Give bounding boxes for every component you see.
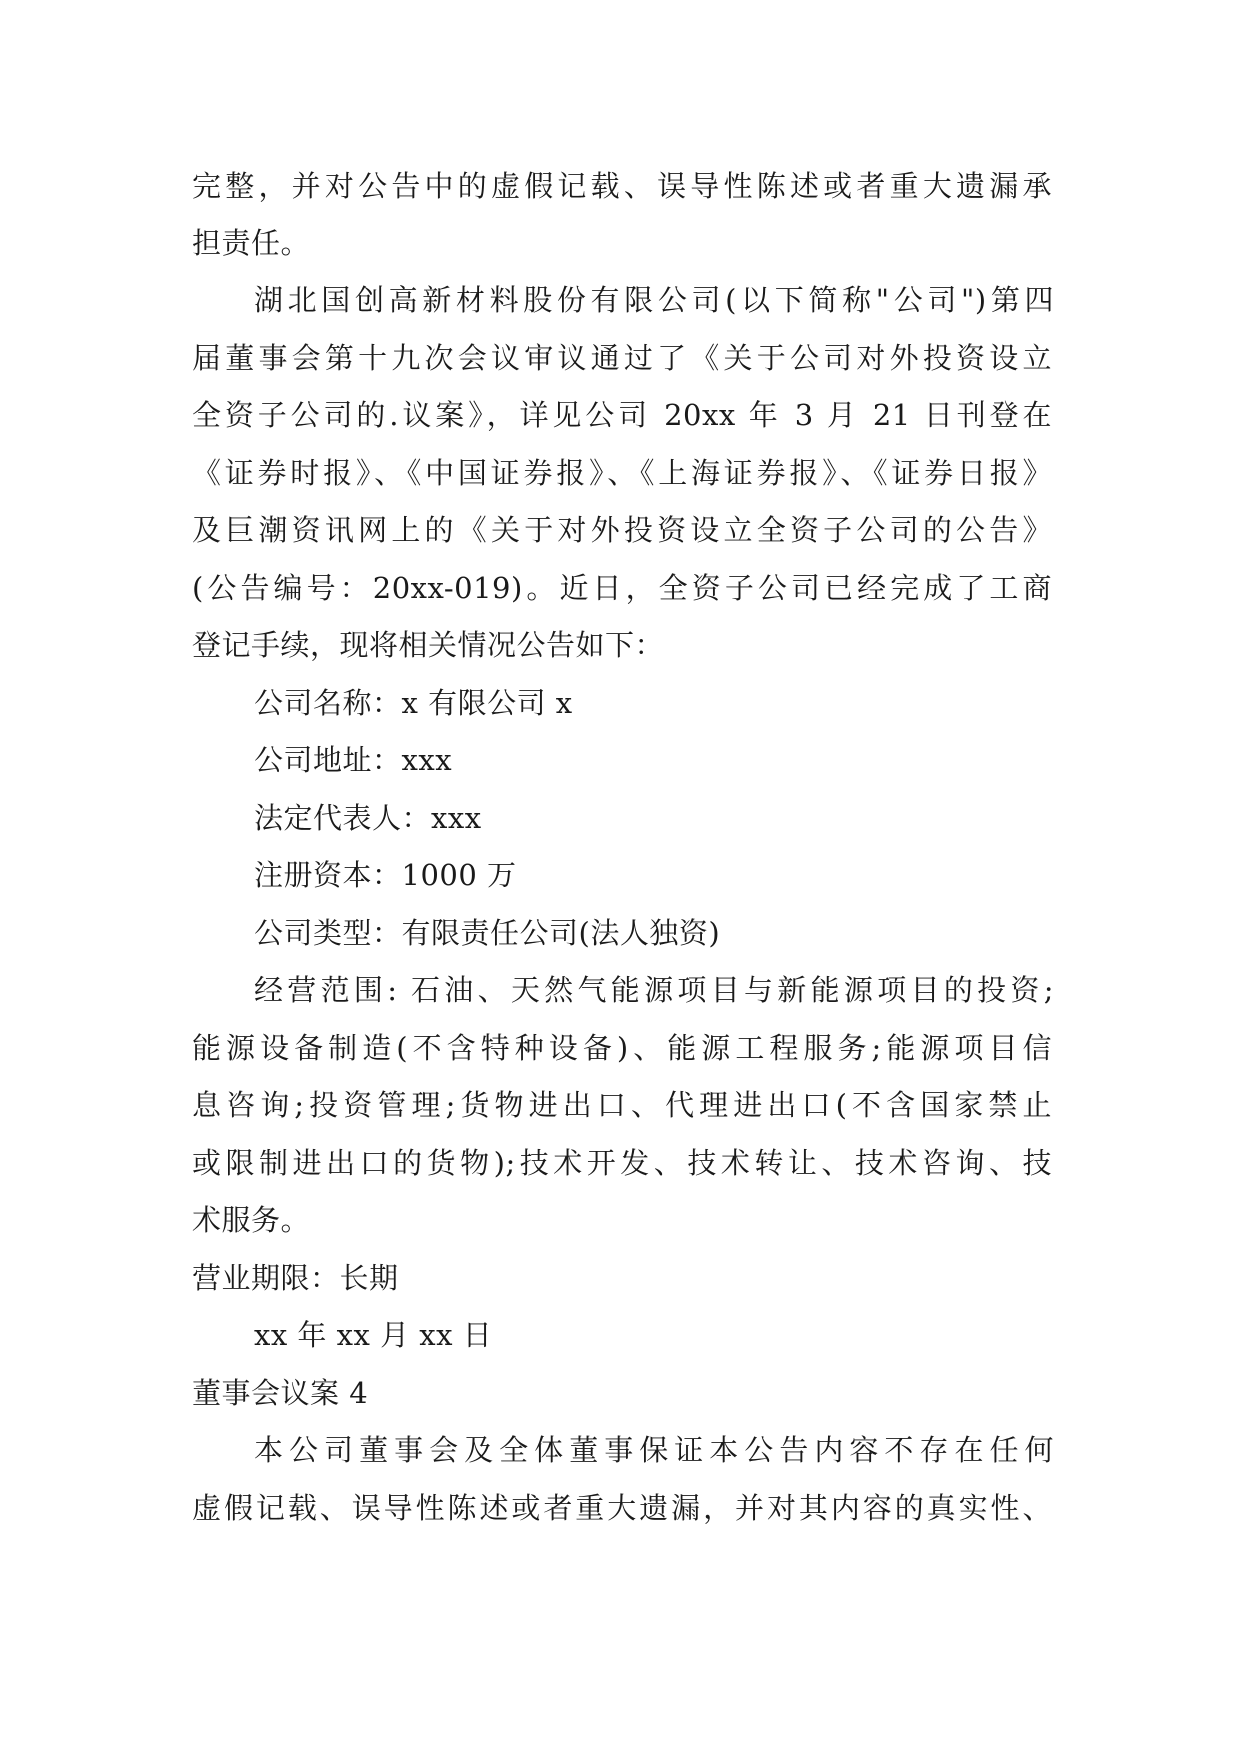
field-legal-representative: 法定代表人：xxx [254,801,482,835]
field-business-scope: 经营范围: 石油、天然气能源项目与新能源项目的投资; [254,973,1054,1007]
text-line: 《证券时报》、《中国证券报》、《上海证券报》、《证券日报》 [192,456,1052,490]
field-company-type: 公司类型：有限责任公司(法人独资) [254,916,721,950]
field-registered-capital: 注册资本：1000 万 [254,858,517,892]
field-company-address: 公司地址：xxx [254,743,453,777]
text-line: 及巨潮资讯网上的《关于对外投资设立全资子公司的公告》 [192,513,1052,547]
text-line: 全资子公司的.议案》，详见公司 20xx 年 3 月 21 日刊登在 [192,398,1052,432]
field-company-name: 公司名称：x 有限公司 x [254,686,573,720]
field-business-term: 营业期限：长期 [192,1261,399,1295]
text-line: 能源设备制造(不含特种设备)、能源工程服务;能源项目信 [192,1031,1052,1065]
text-line: 完整，并对公告中的虚假记载、误导性陈述或者重大遗漏承 [192,169,1052,203]
text-line: 届董事会第十九次会议审议通过了《关于公司对外投资设立 [192,341,1052,375]
text-line: 虚假记载、误导性陈述或者重大遗漏，并对其内容的真实性、 [192,1491,1052,1525]
text-line: (公告编号：20xx-019)。近日，全资子公司已经完成了工商 [192,571,1052,605]
text-line: 登记手续，现将相关情况公告如下： [192,628,665,662]
text-line: 息咨询;投资管理;货物进出口、代理进出口(不含国家禁止 [192,1088,1052,1122]
date-line: xx 年 xx 月 xx 日 [254,1318,493,1352]
text-line: 担责任。 [192,226,311,260]
text-line: 本公司董事会及全体董事保证本公告内容不存在任何 [254,1433,1054,1467]
text-line: 术服务。 [192,1203,311,1237]
text-line: 湖北国创高新材料股份有限公司(以下简称"公司")第四 [254,283,1054,317]
section-heading: 董事会议案 4 [192,1376,369,1410]
text-line: 或限制进出口的货物);技术开发、技术转让、技术咨询、技 [192,1146,1052,1180]
